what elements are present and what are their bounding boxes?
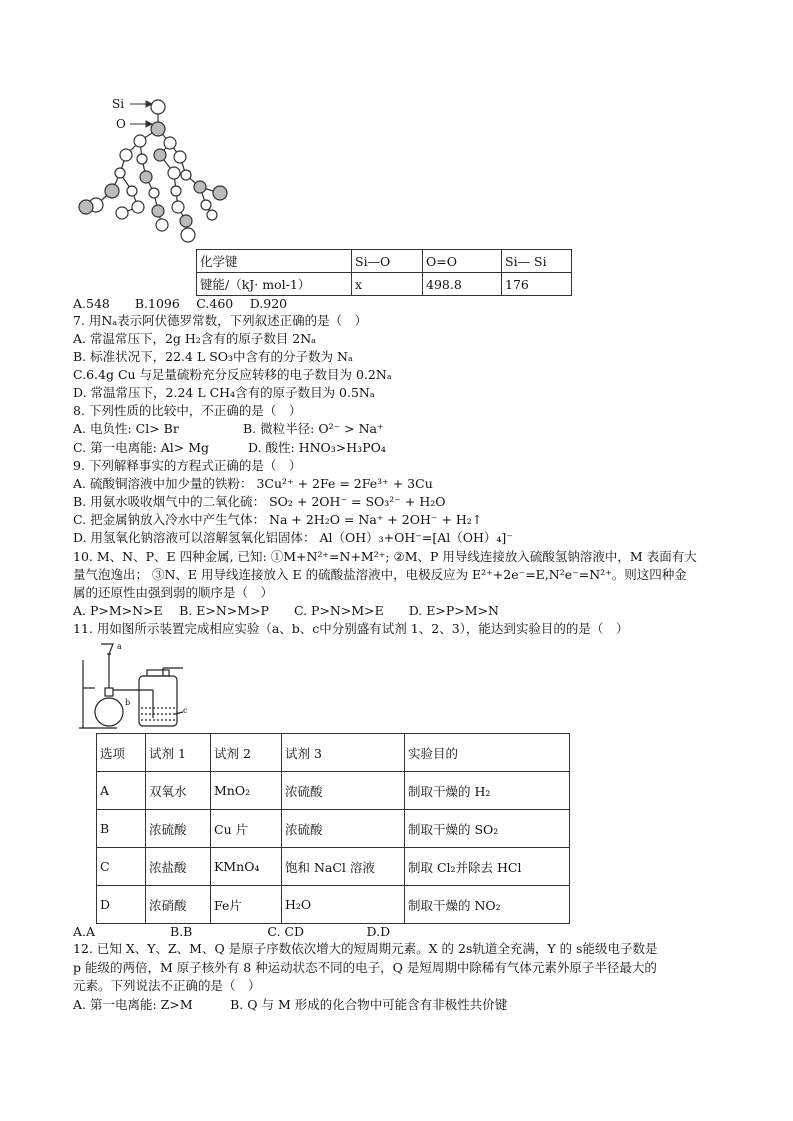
table-cell: 饱和 NaCl 溶液 bbox=[282, 848, 405, 886]
label-a: a bbox=[117, 642, 122, 651]
table-cell: 浓硫酸 bbox=[282, 772, 405, 810]
table-cell: Si— Si bbox=[502, 250, 572, 273]
label-b: b bbox=[125, 698, 131, 707]
table-cell: 制取 Cl₂并除去 HCl bbox=[405, 848, 570, 886]
table-cell: KMnO₄ bbox=[211, 848, 282, 886]
table-header: 实验目的 bbox=[405, 734, 570, 772]
q12-line1: 12. 已知 X、Y、Z、M、Q 是原子序数依次增大的短周期元素。X 的 2s轨道全充满，Y 的 s能级电子数是 bbox=[73, 941, 658, 956]
table-cell: 键能/（kJ· mol-1） bbox=[197, 273, 352, 296]
q9-stem: 9. 下列解释事实的方程式正确的是（ ） bbox=[73, 458, 302, 473]
structure-diagram bbox=[72, 95, 242, 247]
q8-stem: 8. 下列性质的比较中，不正确的是（ ） bbox=[73, 403, 302, 418]
q7-option-a: A. 常温常压下，2g H₂含有的原子数目 2Nₐ bbox=[73, 331, 316, 346]
q10-line3: 属的还原性由强到弱的顺序是（ ） bbox=[73, 585, 274, 600]
table-cell: Si—O bbox=[352, 250, 423, 273]
table-header: 试剂 1 bbox=[146, 734, 211, 772]
experiment-table bbox=[96, 733, 570, 924]
q7-option-b: B. 标准状况下，22.4 L SO₃中含有的分子数为 Nₐ bbox=[73, 349, 353, 364]
table-cell: 498.8 bbox=[423, 273, 502, 296]
q6-options: A.548 B.1096 C.460 D.920 bbox=[73, 296, 288, 311]
table-cell: 制取干燥的 H₂ bbox=[405, 772, 570, 810]
q10-line2: 量气泡逸出； ③N、E 用导线连接放入 E 的硫酸盐溶液中，电极反应为 E²⁺+2e⁻=E,N²e⁻=N²⁺。则这四种金 bbox=[73, 567, 687, 582]
q9-option-d: D. 用氢氧化钠溶液可以溶解氢氧化铝固体： Al（OH）₃+OH⁻=[Al（OH）₄]⁻ bbox=[73, 530, 513, 545]
label-si: Si bbox=[112, 97, 125, 111]
table-row bbox=[197, 250, 572, 273]
table-row bbox=[97, 810, 570, 848]
table-row bbox=[197, 273, 572, 296]
table-cell: O=O bbox=[423, 250, 502, 273]
apparatus-figure bbox=[73, 640, 203, 732]
q7-option-d: D. 常温常压下，2.24 L CH₄含有的原子数目为 0.5Nₐ bbox=[73, 385, 375, 400]
q12-line3: 元素。下列说法不正确的是（ ） bbox=[73, 978, 261, 993]
table-header: 试剂 3 bbox=[282, 734, 405, 772]
q8-option-d: D. 酸性: HNO₃>H₃PO₄ bbox=[248, 440, 386, 455]
q7-option-c: C.6.4g Cu 与足量硫粉充分反应转移的电子数目为 0.2Nₐ bbox=[73, 367, 392, 382]
q11-stem: 11. 用如图所示装置完成相应实验（a、b、c中分别盛有试剂 1、2、3），能达到实验目的的是（ ） bbox=[73, 621, 629, 636]
q7-stem: 7. 用Nₐ表示阿伏德罗常数，下列叙述正确的是（ ） bbox=[73, 313, 368, 328]
table-cell: Cu 片 bbox=[211, 810, 282, 848]
table-cell: 制取干燥的 NO₂ bbox=[405, 886, 570, 924]
bond-energy-table bbox=[196, 249, 572, 296]
q9-option-c: C. 把金属钠放入冷水中产生气体： Na + 2H₂O = Na⁺ + 2OH⁻ + H₂↑ bbox=[73, 512, 483, 527]
table-cell: D bbox=[97, 886, 146, 924]
table-cell: 176 bbox=[502, 273, 572, 296]
table-cell: x bbox=[352, 273, 423, 296]
table-cell: C bbox=[97, 848, 146, 886]
table-cell: 浓硫酸 bbox=[282, 810, 405, 848]
q11-options: A.A B.B C. CD D.D bbox=[73, 924, 391, 939]
apparatus-diagram bbox=[73, 640, 203, 732]
table-cell: A bbox=[97, 772, 146, 810]
table-cell: 浓硝酸 bbox=[146, 886, 211, 924]
q8-option-a: A. 电负性: Cl> Br bbox=[73, 421, 179, 436]
table-row bbox=[97, 772, 570, 810]
q9-option-a: A. 硫酸铜溶液中加少量的铁粉： 3Cu²⁺ + 2Fe = 2Fe³⁺ + 3Cu bbox=[73, 476, 433, 491]
table-row bbox=[97, 734, 570, 772]
table-cell: 化学键 bbox=[197, 250, 352, 273]
q8-option-c: C. 第一电离能: Al> Mg bbox=[73, 440, 210, 455]
table-cell: H₂O bbox=[282, 886, 405, 924]
table-cell: 制取干燥的 SO₂ bbox=[405, 810, 570, 848]
q8-option-b: B. 微粒半径: O²⁻ > Na⁺ bbox=[243, 421, 384, 436]
table-cell: MnO₂ bbox=[211, 772, 282, 810]
table-row bbox=[97, 886, 570, 924]
silicon-dioxide-structure-figure bbox=[72, 95, 242, 247]
table-header: 选项 bbox=[97, 734, 146, 772]
table-cell: B bbox=[97, 810, 146, 848]
table-header: 试剂 2 bbox=[211, 734, 282, 772]
label-o: O bbox=[116, 117, 126, 131]
q12-options: A. 第一电离能: Z>M B. Q 与 M 形成的化合物中可能含有非极性共价键 bbox=[73, 997, 508, 1012]
q10-line1: 10. M、N、P、E 四种金属, 已知: ①M+N²⁺=N+M²⁺; ②M、P 用导线连接放入硫酸氢钠溶液中，M 表面有大 bbox=[73, 549, 697, 564]
table-row bbox=[97, 848, 570, 886]
table-cell: Fe片 bbox=[211, 886, 282, 924]
q9-option-b: B. 用氨水吸收烟气中的二氧化硫： SO₂ + 2OH⁻ = SO₃²⁻ + H₂O bbox=[73, 494, 446, 509]
table-cell: 浓硫酸 bbox=[146, 810, 211, 848]
q12-line2: p 能级的两倍，M 原子核外有 8 种运动状态不同的电子，Q 是短周期中除稀有气体元素外原子半径最大的 bbox=[73, 960, 657, 975]
table-cell: 浓盐酸 bbox=[146, 848, 211, 886]
table-cell: 双氧水 bbox=[146, 772, 211, 810]
label-c: c bbox=[183, 706, 188, 715]
q10-options: A. P>M>N>E B. E>N>M>P C. P>N>M>E D. E>P>M>N bbox=[73, 603, 499, 618]
